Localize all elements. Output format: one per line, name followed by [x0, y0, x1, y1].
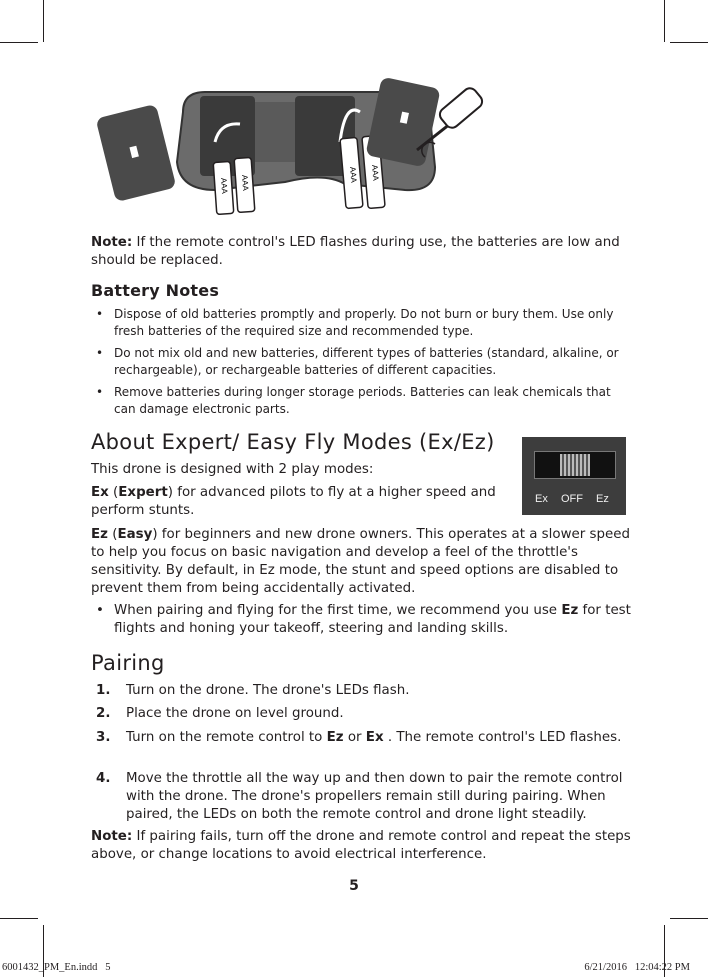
mode-switch-photo — [522, 437, 626, 515]
list-item-text: Remove batteries during longer storage periods. Batteries can leak chemicals that can damage electronic parts. — [114, 385, 611, 416]
step-number: 4. — [96, 771, 111, 786]
note-text: If pairing fails, turn off the drone and remote control and repeat the steps above, or change locations to avoid electrical interference. — [91, 829, 631, 862]
fly-modes-heading: About Expert/ Easy Fly Modes (Ex/Ez) — [91, 430, 495, 454]
crop-mark — [670, 918, 708, 919]
battery-cover-left — [96, 104, 177, 202]
expert-mode-description: Ex (Expert) for advanced pilots to fly at a higher speed and perform stunts. — [91, 485, 496, 518]
list-item — [96, 602, 636, 638]
bullet-icon: • — [96, 346, 104, 360]
list-item-text: When pairing and flying for the first time, we recommend you use Ez for test flights and honing your takeoff, steering and landing skills. — [114, 603, 631, 636]
battery-label: AAA — [240, 174, 251, 192]
crop-mark — [670, 42, 708, 43]
ex-name: Expert — [118, 485, 168, 500]
switch-slot — [534, 451, 616, 479]
easy-mode-description: Ez (Easy) for beginners and new drone owners. This operates at a slower speed to help you focus on basic navigation and develop a feel of the throttle's sensitivity. By default, in Ez mode, the stunt and speed options are disabled to prevent them from being accidentally activated. — [91, 527, 630, 596]
ez-code: Ez — [91, 527, 108, 542]
switch-label-ex: Ex — [535, 493, 548, 505]
note-label: Note: — [91, 829, 133, 844]
fly-modes-intro: This drone is designed with 2 play modes: — [91, 462, 374, 477]
switch-label-off: OFF — [561, 493, 583, 505]
pairing-step — [96, 705, 636, 723]
switch-knob — [560, 454, 590, 476]
crop-mark — [664, 0, 665, 42]
list-item — [96, 306, 636, 340]
pairing-step — [96, 770, 636, 824]
list-item — [96, 345, 636, 379]
pairing-step — [96, 729, 636, 765]
ex-text: ) for advanced pilots to fly at a higher speed and perform stunts. — [91, 485, 496, 518]
list-item-text: Do not mix old and new batteries, different types of batteries (standard, alkaline, or rechargeable), or rechargeable batteries of different capacities. — [114, 346, 619, 377]
crop-mark — [0, 918, 38, 919]
list-item — [96, 384, 636, 418]
battery-install-illustration — [95, 72, 595, 222]
crop-mark — [0, 42, 38, 43]
step-number: 2. — [96, 706, 111, 721]
step-text: Move the throttle all the way up and then down to pair the remote control with the drone. The drone's propellers remain still during pairing. When paired, the LEDs on both the remote control and drone light steadily. — [126, 771, 623, 822]
battery-notes-heading: Battery Notes — [91, 281, 220, 300]
note-low-battery — [91, 234, 636, 270]
ex-code: Ex — [91, 485, 109, 500]
slug-filename: 6001432_PM_En.indd 5 — [2, 962, 111, 973]
note-pairing-fails — [91, 828, 636, 864]
battery-label: AAA — [348, 166, 359, 184]
battery-label: AAA — [370, 164, 381, 182]
switch-label-ez: Ez — [596, 493, 609, 505]
battery-aaa — [213, 161, 234, 214]
page-number: 5 — [349, 878, 359, 894]
note-text: If the remote control's LED flashes during use, the batteries are low and should be replaced. — [91, 235, 620, 268]
crop-mark — [43, 0, 44, 42]
pairing-step — [96, 682, 636, 700]
ez-text: ) for beginners and new drone owners. This operates at a slower speed to help you focus on basic navigation and develop a feel of the throttle's sensitivity. By default, in Ez mode, the stunt and speed options are disabled to prevent them from being accidentally activated. — [91, 527, 630, 596]
bullet-icon: • — [96, 307, 104, 321]
note-label: Note: — [91, 235, 133, 250]
battery-aaa — [234, 157, 255, 212]
step-text: Turn on the drone. The drone's LEDs flash. — [126, 683, 410, 698]
step-number: 1. — [96, 683, 111, 698]
step-number: 3. — [96, 730, 111, 745]
battery-label: AAA — [219, 177, 230, 195]
list-item-text: Dispose of old batteries promptly and properly. Do not burn or bury them. Use only fresh batteries of the required size and recommended type. — [114, 307, 614, 338]
step-text: Turn on the remote control to Ez or Ex . The remote control's LED flashes. — [126, 730, 622, 745]
ez-name: Easy — [117, 527, 153, 542]
bullet-icon: • — [96, 603, 104, 618]
step-text: Place the drone on level ground. — [126, 706, 344, 721]
slug-timestamp: 6/21/2016 12:04:22 PM — [584, 962, 690, 973]
pairing-heading: Pairing — [91, 651, 165, 675]
bullet-icon: • — [96, 385, 104, 399]
